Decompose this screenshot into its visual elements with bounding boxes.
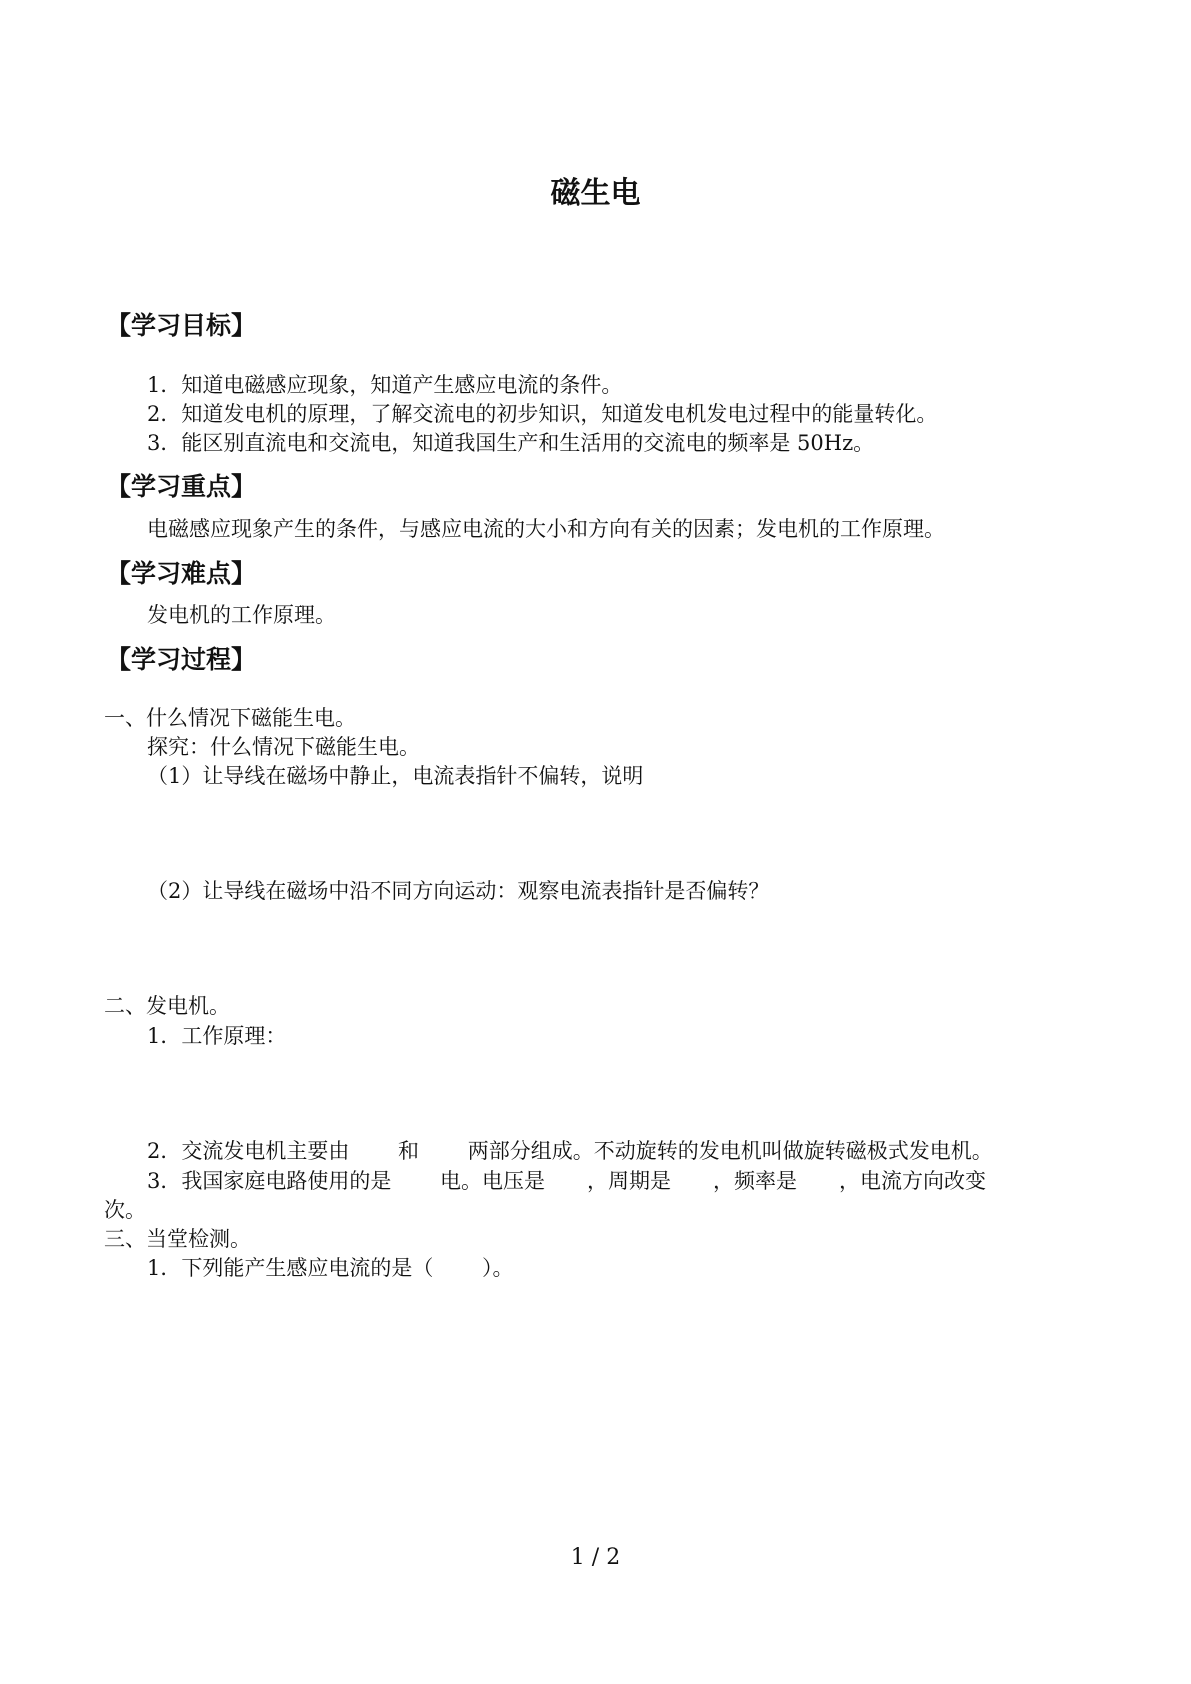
page-number: 1 / 2 bbox=[570, 1545, 621, 1570]
part2-item-3-continued: 次。 bbox=[104, 1198, 146, 1222]
part2-title: 二、发电机。 bbox=[104, 994, 230, 1018]
part1-question-1: （1）让导线在磁场中静止，电流表指针不偏转，说明 bbox=[147, 764, 644, 788]
part1-explore: 探究：什么情况下磁能生电。 bbox=[147, 735, 420, 759]
part3-item-1: 1．下列能产生感应电流的是（ ）。 bbox=[147, 1256, 514, 1280]
goal-item-3: 3．能区别直流电和交流电，知道我国生产和生活用的交流电的频率是 50Hz。 bbox=[147, 431, 875, 455]
page-title: 磁生电 bbox=[550, 176, 641, 211]
part2-item-2: 2．交流发电机主要由 和 两部分组成。不动旋转的发电机叫做旋转磁极式发电机。 bbox=[147, 1139, 993, 1163]
part2-item-1: 1．工作原理： bbox=[147, 1024, 287, 1048]
heading-process: 【学习过程】 bbox=[106, 645, 257, 674]
key-points-text: 电磁感应现象产生的条件，与感应电流的大小和方向有关的因素；发电机的工作原理。 bbox=[147, 517, 945, 541]
part2-item-3: 3．我国家庭电路使用的是 电。电压是 ，周期是 ，频率是 ，电流方向改变 bbox=[147, 1169, 987, 1193]
part3-title: 三、当堂检测。 bbox=[104, 1227, 251, 1251]
heading-goals: 【学习目标】 bbox=[106, 311, 257, 340]
heading-difficulty: 【学习难点】 bbox=[106, 559, 257, 588]
part1-title: 一、什么情况下磁能生电。 bbox=[104, 706, 356, 730]
part1-question-2: （2）让导线在磁场中沿不同方向运动：观察电流表指针是否偏转？ bbox=[147, 879, 770, 903]
heading-key-points: 【学习重点】 bbox=[106, 472, 257, 501]
goal-item-1: 1．知道电磁感应现象，知道产生感应电流的条件。 bbox=[147, 373, 623, 397]
difficulty-text: 发电机的工作原理。 bbox=[147, 603, 336, 627]
goal-item-2: 2．知道发电机的原理，了解交流电的初步知识，知道发电机发电过程中的能量转化。 bbox=[147, 402, 938, 426]
